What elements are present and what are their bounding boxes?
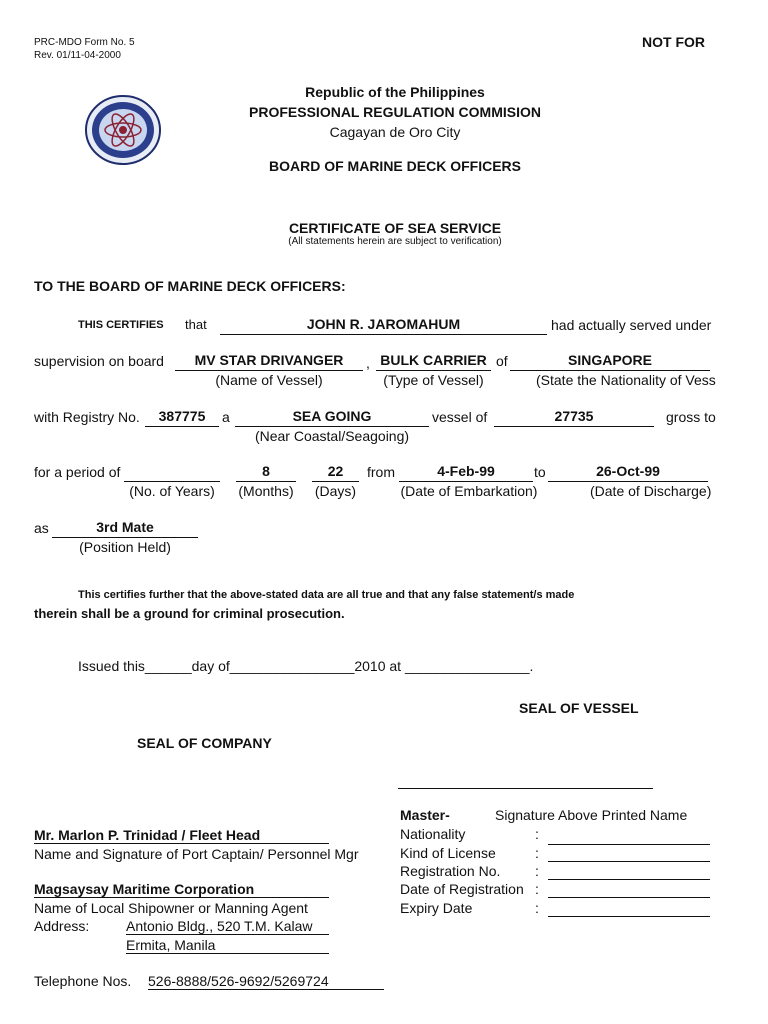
a-label: a xyxy=(222,409,230,425)
nationality-label: Nationality xyxy=(400,826,466,842)
years-value xyxy=(124,463,220,482)
form-number: PRC-MDO Form No. 5 xyxy=(34,37,135,48)
days-value: 22 xyxy=(312,463,359,482)
license-colon: : xyxy=(535,845,539,861)
license-field xyxy=(548,861,710,862)
issued-line: Issued this______day of________________2010 at ________________. xyxy=(78,658,534,674)
vessel-type-caption: (Type of Vessel) xyxy=(383,372,484,388)
this-certifies-label: THIS CERTIFIES xyxy=(78,319,164,331)
telephone-label: Telephone Nos. xyxy=(34,973,132,989)
addressee: TO THE BOARD OF MARINE DECK OFFICERS: xyxy=(34,278,346,294)
vessel-name: MV STAR DRIVANGER xyxy=(175,352,363,371)
comma-separator: , xyxy=(366,355,370,371)
registration-date-field xyxy=(548,897,710,898)
manning-agent-caption: Name of Local Shipowner or Manning Agent xyxy=(34,900,308,916)
expiry-date-colon: : xyxy=(535,900,539,916)
further-statement-line1: This certifies further that the above-stated data are all true and that any false statement/s made xyxy=(78,589,575,601)
certificate-subtitle: (All statements herein are subject to verification) xyxy=(288,236,502,247)
discharge-caption: (Date of Discharge) xyxy=(590,483,712,499)
manning-agent-name: Magsaysay Maritime Corporation xyxy=(34,881,329,898)
of-label: of xyxy=(496,353,508,369)
registration-no-label: Registration No. xyxy=(400,863,501,879)
registration-no-field xyxy=(548,879,710,880)
nationality-field xyxy=(548,844,710,845)
position-held: 3rd Mate xyxy=(52,519,198,538)
vessel-name-caption: (Name of Vessel) xyxy=(215,372,323,388)
registration-date-label: Date of Registration xyxy=(400,881,524,897)
gross-tonnage: 27735 xyxy=(494,408,654,427)
telephone-numbers: 526-8888/526-9692/5269724 xyxy=(148,973,384,990)
months-caption: (Months) xyxy=(238,483,294,499)
days-caption: (Days) xyxy=(314,483,357,499)
embarkation-caption: (Date of Embarkation) xyxy=(400,483,538,499)
not-for-label: NOT FOR xyxy=(642,34,705,50)
registry-label: with Registry No. xyxy=(34,409,140,425)
discharge-date: 26-Oct-99 xyxy=(548,463,708,482)
master-label: Master- xyxy=(400,807,450,823)
master-signature-line xyxy=(398,788,653,789)
voyage-type: SEA GOING xyxy=(235,408,429,427)
served-under-label: had actually served under xyxy=(551,317,712,333)
to-label: to xyxy=(534,464,546,480)
supervision-label: supervision on board xyxy=(34,353,164,369)
nationality-colon: : xyxy=(535,826,539,842)
from-label: from xyxy=(367,464,395,480)
city-heading: Cagayan de Oro City xyxy=(329,124,461,140)
nationality-caption: (State the Nationality of Vess xyxy=(536,372,716,388)
registry-number: 387775 xyxy=(145,408,219,427)
port-captain-caption: Name and Signature of Port Captain/ Personnel Mgr xyxy=(34,846,359,862)
address-line1: Antonio Bldg., 520 T.M. Kalaw xyxy=(126,918,329,935)
license-label: Kind of License xyxy=(400,845,496,861)
embarkation-date: 4-Feb-99 xyxy=(399,463,533,482)
registration-date-colon: : xyxy=(535,881,539,897)
seal-of-vessel: SEAL OF VESSEL xyxy=(519,700,639,716)
form-revision: Rev. 01/11-04-2000 xyxy=(34,50,121,61)
gross-tonnage-label: gross to xyxy=(666,409,716,425)
years-caption: (No. of Years) xyxy=(129,483,215,499)
period-label: for a period of xyxy=(34,464,121,480)
voyage-type-caption: (Near Coastal/Seagoing) xyxy=(254,428,410,444)
months-value: 8 xyxy=(236,463,296,482)
commission-heading: PROFESSIONAL REGULATION COMMISION xyxy=(249,104,541,120)
prc-seal-logo xyxy=(84,94,162,166)
signature-caption: Signature Above Printed Name xyxy=(495,807,688,823)
vessel-nationality: SINGAPORE xyxy=(510,352,710,371)
registration-no-colon: : xyxy=(535,863,539,879)
expiry-date-field xyxy=(548,916,710,917)
vessel-type: BULK CARRIER xyxy=(376,352,491,371)
that-label: that xyxy=(185,317,207,332)
address-label: Address: xyxy=(34,918,90,934)
certificate-title: CERTIFICATE OF SEA SERVICE xyxy=(288,220,502,236)
port-captain-name: Mr. Marlon P. Trinidad / Fleet Head xyxy=(34,827,329,844)
republic-heading: Republic of the Philippines xyxy=(305,84,485,100)
vessel-of-label: vessel of xyxy=(432,409,488,425)
further-statement-line2: therein shall be a ground for criminal prosecution. xyxy=(34,606,345,621)
as-label: as xyxy=(34,520,49,536)
seal-of-company: SEAL OF COMPANY xyxy=(137,735,272,751)
board-heading: BOARD OF MARINE DECK OFFICERS xyxy=(269,158,521,174)
position-caption: (Position Held) xyxy=(79,539,171,555)
address-line2: Ermita, Manila xyxy=(126,937,329,954)
expiry-date-label: Expiry Date xyxy=(400,900,473,916)
mariner-name: JOHN R. JAROMAHUM xyxy=(220,316,547,335)
